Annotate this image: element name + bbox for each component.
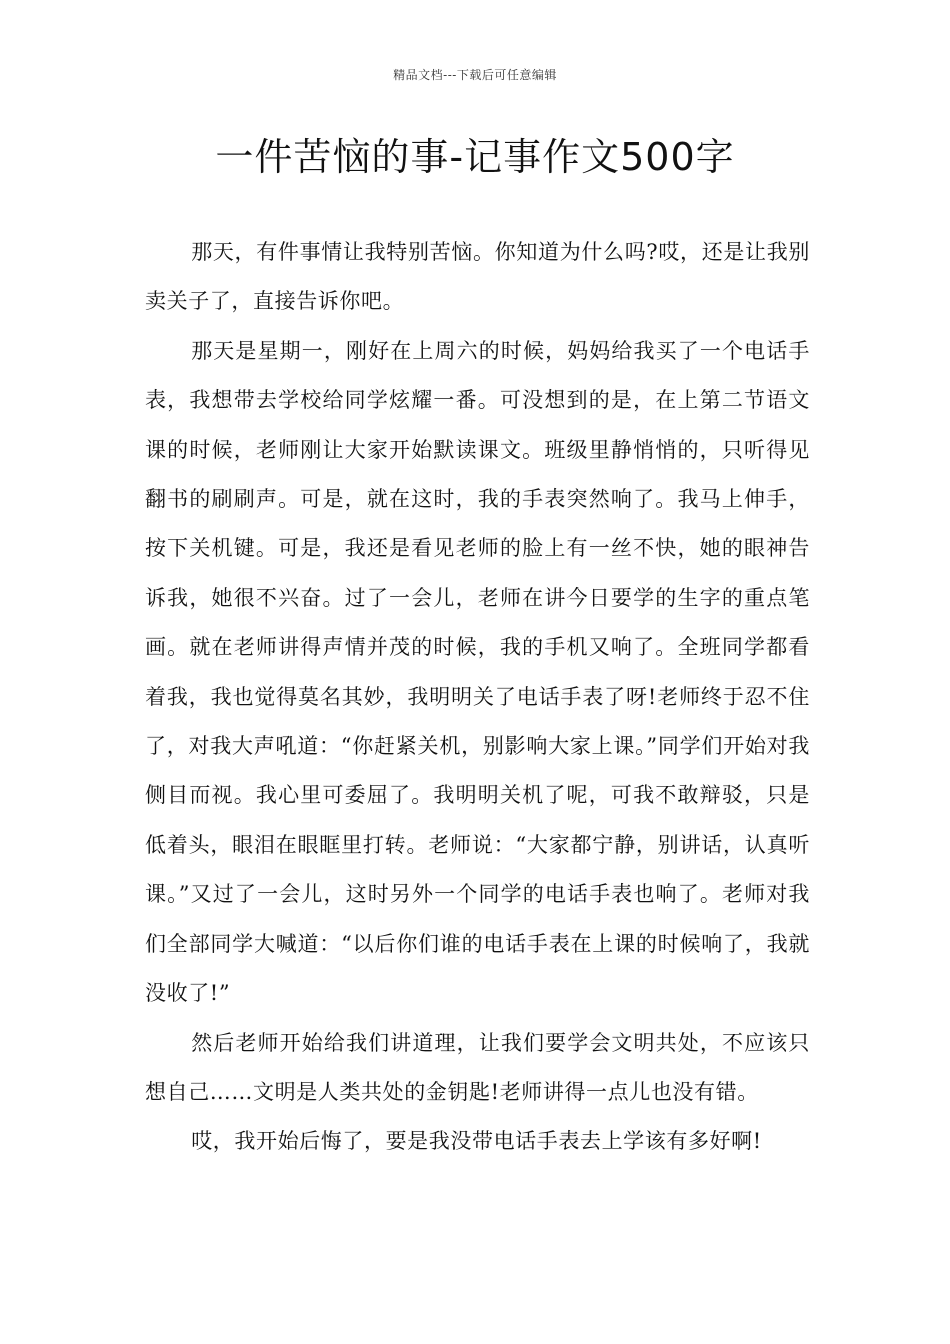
paragraph: 那天是星期一，刚好在上周六的时候，妈妈给我买了一个电话手表，我想带去学校给同学炫耀一番。可没想到的是，在上第二节语文课的时候，老师刚让大家开始默读课文。班级里静悄悄的，只听得见翻书的刷刷声。可是，就在这时，我的手表突然响了。我马上伸手，按下关机键。可是，我还是看见老师的脸上有一丝不快，她的眼神告诉我，她很不兴奋。过了一会儿，老师在讲今日要学的生字的重点笔画。就在老师讲得声情并茂的时候，我的手机又响了。全班同学都看着我，我也觉得莫名其妙，我明明关了电话手表了呀!老师终于忍不住了，对我大声吼道：“你赶紧关机，别影响大家上课。”同学们开始对我侧目而视。我心里可委屈了。我明明关机了呢，可我不敢辩驳，只是低着头，眼泪在眼眶里打转。老师说：“大家都宁静，别讲话，认真听课。”又过了一会儿，这时另外一个同学的电话手表也响了。老师对我们全部同学大喊道：“以后你们谁的电话手表在上课的时候响了，我就没收了!” bbox=[145, 338, 810, 1006]
paragraph: 那天，有件事情让我特别苦恼。你知道为什么吗?哎，还是让我别卖关子了，直接告诉你吧。 bbox=[145, 240, 810, 314]
header-note: 精品文档---下载后可任意编辑 bbox=[393, 68, 557, 82]
paragraph: 然后老师开始给我们讲道理，让我们要学会文明共处，不应该只想自己……文明是人类共处的金钥匙!老师讲得一点儿也没有错。 bbox=[145, 1030, 810, 1104]
document-body bbox=[145, 228, 810, 1167]
document-title: 一件苦恼的事-记事作文500字 bbox=[215, 135, 735, 179]
paragraph: 哎，我开始后悔了，要是我没带电话手表去上学该有多好啊! bbox=[191, 1129, 762, 1154]
